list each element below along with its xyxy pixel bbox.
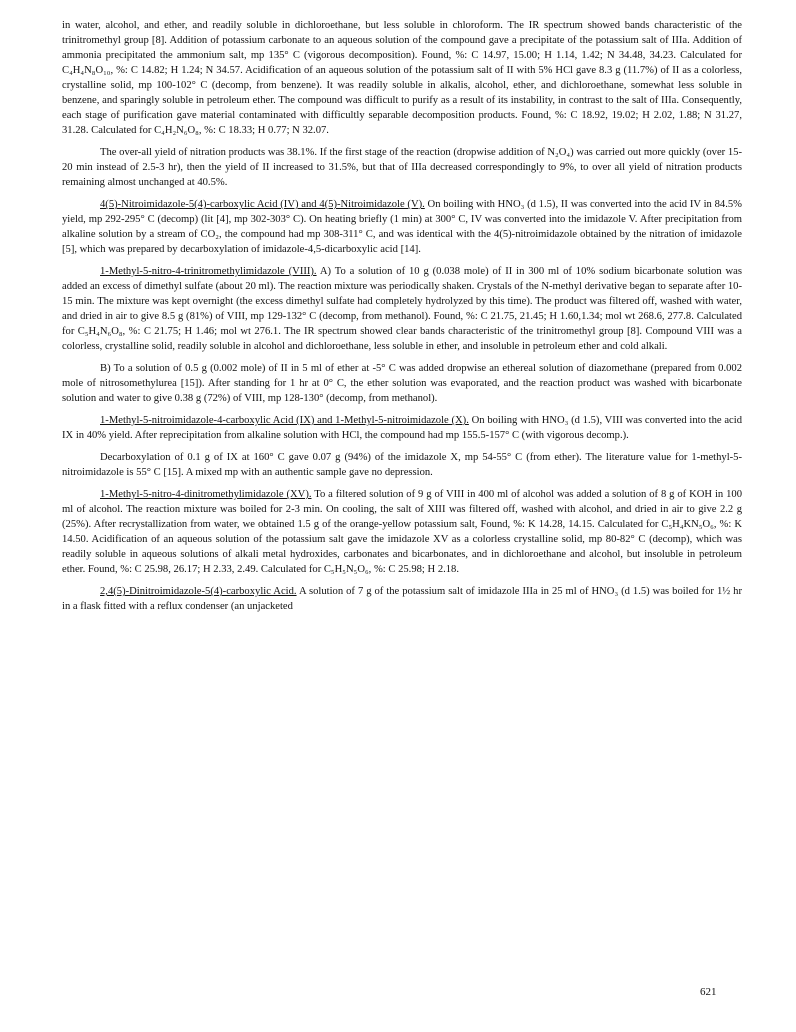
paragraph-9-body: A solution of 7 g of the potassium salt of imidazole IIIa in 25 ml of HNO₃ (d 1.5) was boiled for 1½ hr in a flask fitted with a reflux condenser (an unjacketed (62, 586, 742, 612)
page-body (62, 18, 742, 621)
paragraph-8 (62, 487, 742, 577)
section-heading-dinitromethylimidazole: 1-Methyl-5-nitro-4-dinitromethylimidazole (XV). (100, 489, 312, 500)
page-number: 621 (700, 986, 717, 998)
paragraph-3-body: On boiling with HNO₃ (d 1.5), II was converted into the acid IV in 84.5% yield, mp 292-295° C (decomp) (lit [4], mp 302-303° C). On heating briefly (1 min) at 300° C, IV was converted into the imidazole V. After precipitation from alkaline solution by a stream of CO₂, the compound had mp 308-311° C, and was identical with the 4(5)-nitroimidazole obtained by the nitration of imidazole [5], which was prepared by decarboxylation of imidazole-4,5-dicarboxylic acid [14]. (62, 199, 742, 255)
paragraph-2-body: The over-all yield of nitration products was 38.1%. If the first stage of the reaction (dropwise addition of N₂O₄) was carried out more quickly (over 15-20 min instead of 2.5-3 hr), then the yield of II increased to 31.5%, but that of IIIa decreased correspondingly to 9%, to over all yield of nitration products remaining almost unchanged at 40.5%. (62, 147, 742, 188)
paragraph-7-body: Decarboxylation of 0.1 g of IX at 160° C gave 0.07 g (94%) of the imidazole X, mp 54-55° C (from ether). The literature value for 1-methyl-5-nitroimidazole is 55° C [15]. A mixed mp with an authentic sample gave no depression. (62, 452, 742, 478)
paragraph-4 (62, 264, 742, 354)
paragraph-9 (62, 584, 742, 614)
section-heading-trinitromethylimidazole: 1-Methyl-5-nitro-4-trinitromethylimidazole (VIII). (100, 266, 317, 277)
paragraph-6-body: On boiling with HNO₃ (d 1.5), VIII was converted into the acid IX in 40% yield. After reprecipitation from alkaline solution with HCl, the compound had mp 155.5-157° C (with vigorous decomp.). (62, 415, 742, 441)
paragraph-4-body: A) To a solution of 10 g (0.038 mole) of II in 300 ml of 10% sodium bicarbonate solution was added an excess of dimethyl sulfate (about 20 ml). The reaction mixture was periodically shaken. Crystals of the N-methyl derivative began to separate after 10-15 min. The mixture was kept overnight (the excess dimethyl sulfate had completely hydrolyzed by this time). The product was filtered off, washed with water, and dried in air to give 8.5 g (81%) of VIII, mp 129-132° C (decomp, from methanol). Found, %: C 21.75, 21.45; H 1.60,1.34; mol wt 268.6, 277.8. Calculated for C₅H₄N₆O₈, %: C 21.75; H 1.46; mol wt 276.1. The IR spectrum showed clear bands characteristic of the trinitromethyl group [8]. Compound VIII was a colorless, crystalline solid, readily soluble in alcohol and dichloroethane, less soluble in ether, and insoluble in petroleum ether and cold alkali. (62, 266, 742, 352)
paragraph-1-body: in water, alcohol, and ether, and readily soluble in dichloroethane, but less soluble in chloroform. The IR spectrum showed bands characteristic of the trinitromethyl group [8]. Addition of potassium carbonate to an aqueous solution of the compound gave a precipitate of the potassium salt of IIIa. Addition of ammonia precipitated the ammonium salt, mp 135° C (vigorous decomposition). Found, %: C 14.97, 15.00; H 1.14, 1.42; N 34.48, 34.23. Calculated for C₄H₄N₈O₁₀, %: C 14.82; H 1.24; N 34.57. Acidification of an aqueous solution of the potassium salt of II with 5% HCl gave 8.3 g (11.7%) of II as a colorless, crystalline solid, mp 100-102° C (decomp, from benzene). It was readily soluble in alkalis, alcohol, ether, and dichloroethane, somewhat less soluble in benzene, and sparingly soluble in petroleum ether. The compound was difficult to purify as a result of its instability, in contrast to the salt of IIIa. Consequently, each stage of purification gave material contaminated with difficultly separable decomposition products. Found, %: C 18.92, 19.02; H 2.02, 1.88; N 31.27, 31.28. Calculated for C₄H₂N₆O₈, %: C 18.33; H 0.77; N 32.07. (62, 20, 742, 136)
paragraph-5 (62, 361, 742, 406)
section-heading-methyl-nitroimidazole-carboxylic-acid: 1-Methyl-5-nitroimidazole-4-carboxylic Acid (IX) and 1-Methyl-5-nitroimidazole (X). (100, 415, 469, 426)
paragraph-5-body: B) To a solution of 0.5 g (0.002 mole) of II in 5 ml of ether at -5° C was added dropwise an ethereal solution of diazomethane (prepared from 0.002 mole of nitrosomethylurea [15]). After standing for 1 hr at 0° C, the ether solution was evaporated, and the reaction product was washed with bicarbonate solution and water to give 0.38 g (72%) of VIII, mp 128-130° (decomp, from methanol). (62, 363, 742, 404)
paragraph-8-body: To a filtered solution of 9 g of VIII in 400 ml of alcohol was added a solution of 8 g of KOH in 100 ml of alcohol. The reaction mixture was boiled for 2-3 min. On cooling, the salt of XIII was filtered off, washed with alcohol, and dried in air to give 2.2 g (25%). After recrystallization from water, we obtained 1.5 g of the orange-yellow potassium salt, Found, %: K 14.28, 14.15. Calculated for C₅H₄KN₅O₆, %: K 14.50. Acidification of an aqueous solution of the potassium salt gave the imidazole XV as a colorless crystalline solid, mp 80-82° C (decomp), which was readily soluble in aqueous solutions of alkali metal hydroxides, carbonates and bicarbonates, and in dichloroethane and alcohol, but insoluble in petroleum ether. Found, %: C 25.98, 26.17; H 2.33, 2.49. Calculated for C₅H₅N₅O₆, %: C 25.98; H 2.18. (62, 489, 742, 575)
paragraph-6 (62, 413, 742, 443)
paragraph-3 (62, 197, 742, 257)
section-heading-nitroimidazole-carboxylic-acid: 4(5)-Nitroimidazole-5(4)-carboxylic Acid (IV) and 4(5)-Nitroimidazole (V). (100, 199, 425, 210)
section-heading-dinitroimidazole-carboxylic-acid: 2,4(5)-Dinitroimidazole-5(4)-carboxylic Acid. (100, 586, 297, 597)
paragraph-2 (62, 145, 742, 190)
paragraph-1 (62, 18, 742, 138)
paragraph-7 (62, 450, 742, 480)
